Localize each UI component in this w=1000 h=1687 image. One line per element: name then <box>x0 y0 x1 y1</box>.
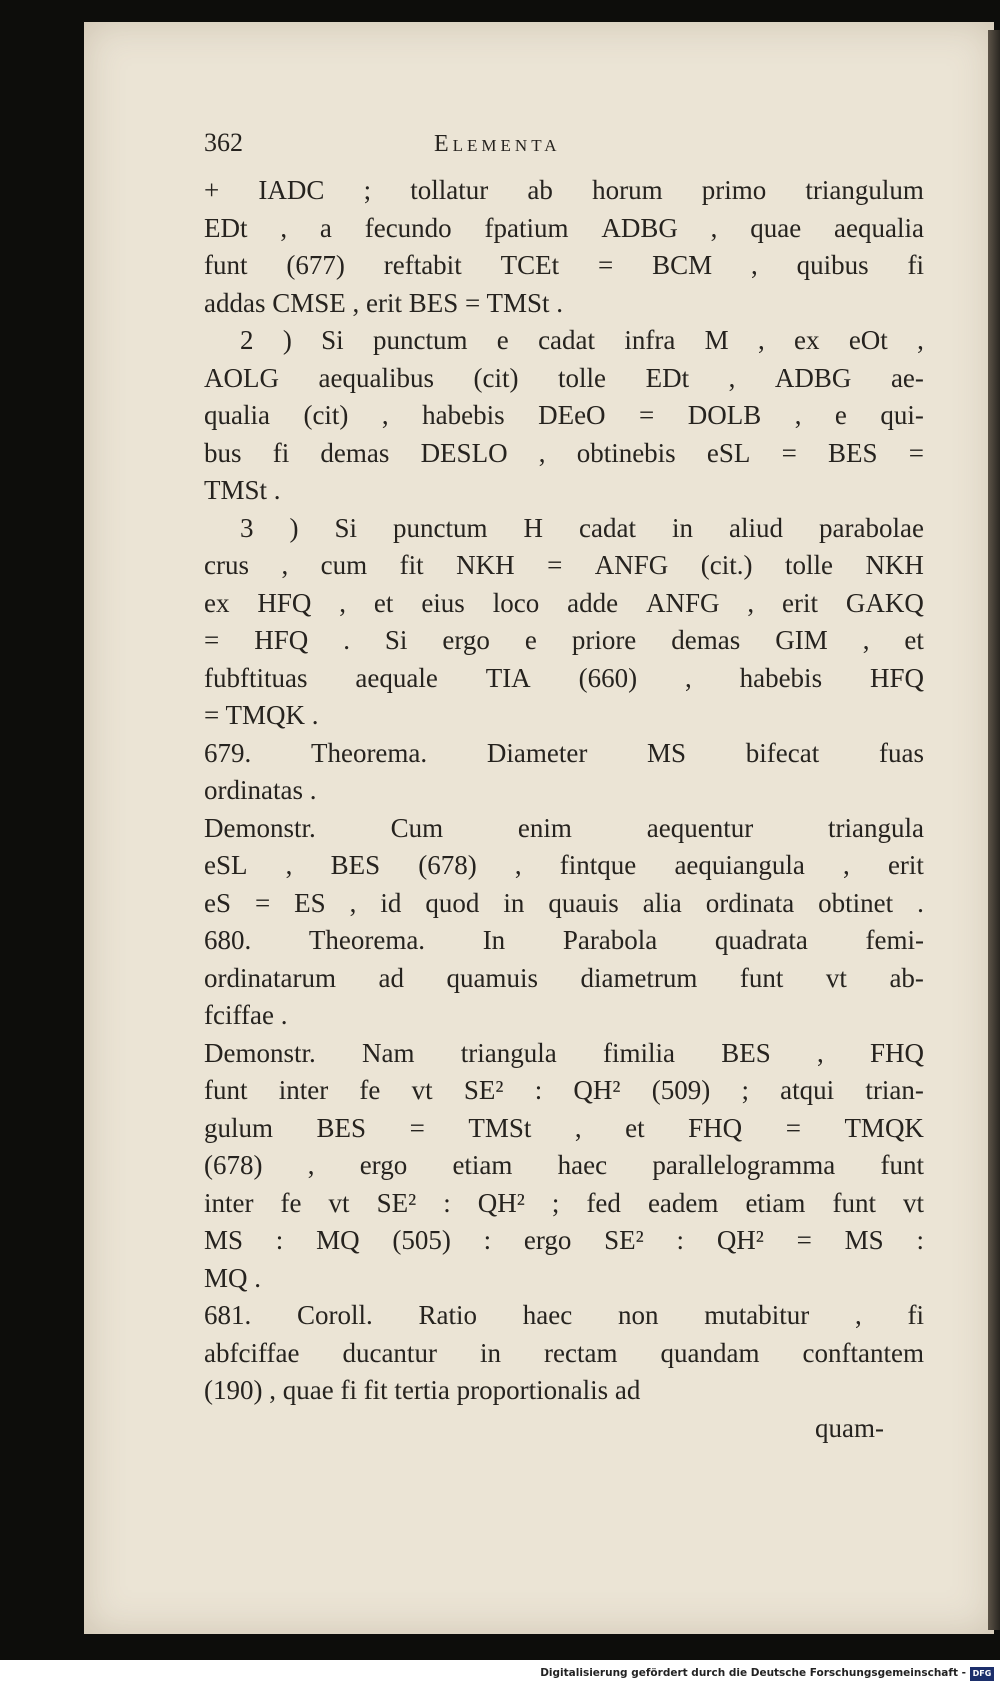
text-line: 2 ) Si punctum e cadat infra M , ex eOt , <box>240 325 924 355</box>
text-line: 681. Coroll. Ratio haec non mutabitur , fi <box>204 1300 924 1330</box>
text-line: + IADC ; tollatur ab horum primo triangulum <box>204 175 924 205</box>
text-line: MS : MQ (505) : ergo SE² : QH² = MS : <box>204 1225 924 1255</box>
text-line: abfciffae ducantur in rectam quandam conftantem <box>204 1337 924 1368</box>
text-line: eSL , BES (678) , fintque aequiangula , erit <box>204 850 924 880</box>
text-line: funt inter fe vt SE² : QH² (509) ; atqui trian- <box>204 1075 924 1105</box>
text-line: addas CMSE , erit BES = TMSt . <box>204 287 564 318</box>
text-line: eS = ES , id quod in quauis alia ordinata obtinet . <box>204 887 924 918</box>
text-line: 680. Theorema. In Parabola quadrata femi- <box>204 925 924 955</box>
page-edge <box>988 30 1000 1630</box>
running-header <box>204 128 924 172</box>
text-line: ordinatarum ad quamuis diametrum funt vt ab- <box>204 962 924 993</box>
page-number: 362 <box>204 128 243 157</box>
text-line: MQ . <box>204 1262 262 1293</box>
text-line: AOLG aequalibus (cit) tolle EDt , ADBG ae- <box>204 362 924 393</box>
text-line: inter fe vt SE² : QH² ; fed eadem etiam funt vt <box>204 1187 924 1218</box>
catchword: quam- <box>815 1412 884 1443</box>
text-line: funt (677) reftabit TCEt = BCM , quibus fi <box>204 250 924 280</box>
text-line: 679. Theorema. Diameter MS bifecat fuas <box>204 737 924 768</box>
running-title: Elementa <box>434 131 561 157</box>
footer-credit: Digitalisierung gefördert durch die Deutsche Forschungsgemeinschaft - <box>540 1667 966 1679</box>
page-text <box>204 128 924 1447</box>
digitization-footer <box>0 1664 1000 1687</box>
text-line: 3 ) Si punctum H cadat in aliud parabolae <box>240 512 924 543</box>
text-line: Demonstr. Nam triangula fimilia BES , FHQ <box>204 1037 924 1068</box>
text-line: = TMQK . <box>204 700 319 730</box>
text-line: fciffae . <box>204 1000 288 1030</box>
text-line: fubftituas aequale TIA (660) , habebis HFQ <box>204 662 924 693</box>
dfg-logo: DFG <box>970 1667 994 1681</box>
text-line: ordinatas . <box>204 775 317 805</box>
text-line: TMSt . <box>204 475 281 505</box>
text-lines <box>204 172 924 1410</box>
text-line: = HFQ . Si ergo e priore demas GIM , et <box>204 625 924 655</box>
text-line: EDt , a fecundo fpatium ADBG , quae aequalia <box>204 212 924 243</box>
text-line: crus , cum fit NKH = ANFG (cit.) tolle NKH <box>204 550 924 580</box>
text-line: (678) , ergo etiam haec parallelogramma funt <box>204 1150 924 1180</box>
text-line: Demonstr. Cum enim aequentur triangula <box>204 812 924 843</box>
text-line: gulum BES = TMSt , et FHQ = TMQK <box>204 1112 924 1143</box>
text-line: (190) , quae fi fit tertia proportionalis ad <box>204 1375 641 1405</box>
text-line: bus fi demas DESLO , obtinebis eSL = BES = <box>204 437 924 468</box>
text-line: ex HFQ , et eius loco adde ANFG , erit GAKQ <box>204 587 924 618</box>
text-line: qualia (cit) , habebis DEeO = DOLB , e qui- <box>204 400 924 430</box>
